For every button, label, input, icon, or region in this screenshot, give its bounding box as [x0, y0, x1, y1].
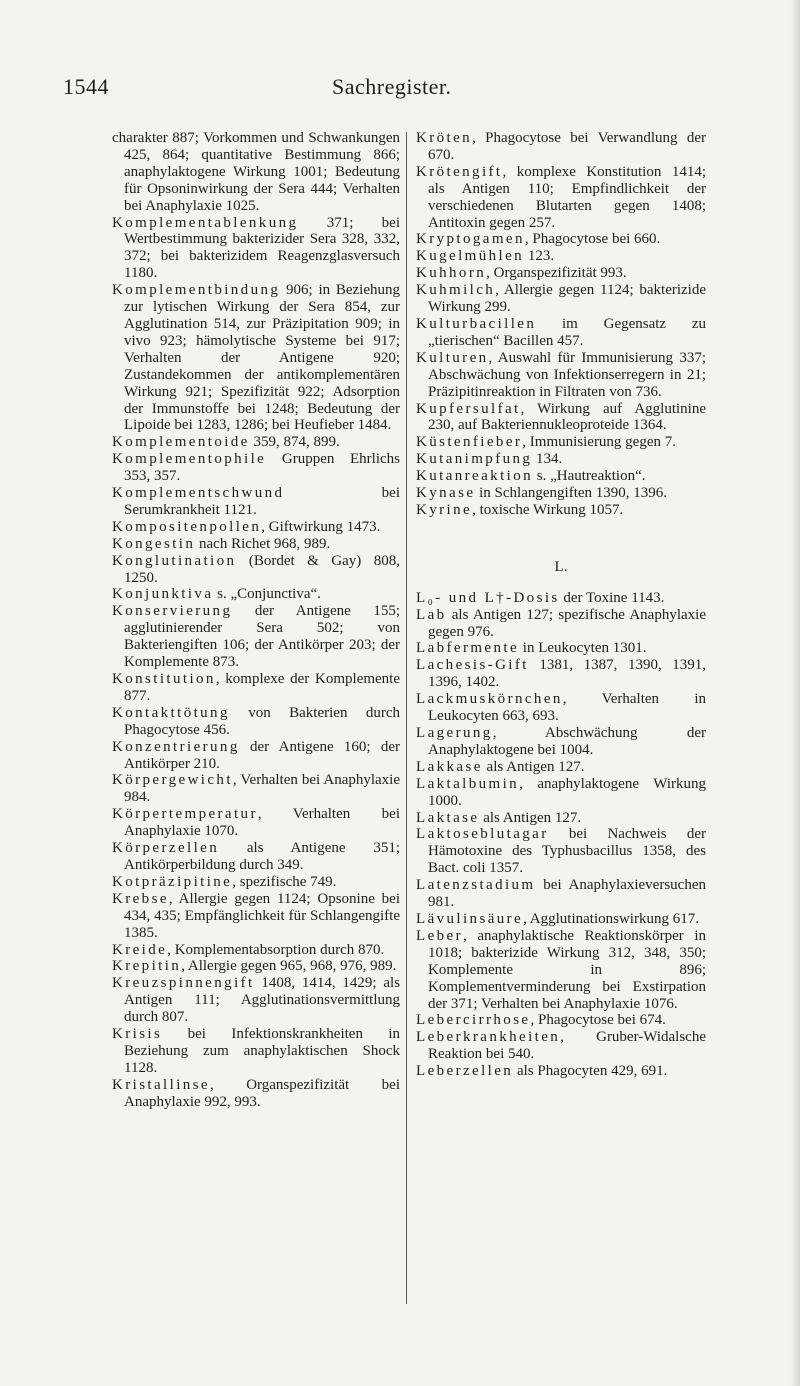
entry-term: Kuhhorn	[416, 265, 487, 282]
column-divider	[406, 132, 407, 1304]
entry-text: , Verhalten in Leukocyten 663, 693.	[428, 691, 706, 725]
entry-text: , Organspezifizität 993.	[486, 265, 627, 282]
k-entries	[416, 130, 706, 519]
entry-term: Kuhmilch	[416, 282, 496, 299]
index-entry	[416, 1012, 706, 1029]
index-entry	[416, 485, 706, 502]
entry-text: in Leukocyten 1301.	[519, 640, 647, 657]
left-column	[112, 130, 400, 1111]
entry-text: 123.	[524, 248, 555, 265]
index-entry	[112, 806, 400, 840]
entry-term: Kynase	[416, 485, 476, 502]
entry-term: Kutanreaktion	[416, 468, 534, 485]
running-head-title: Sachregister.	[332, 74, 452, 99]
index-entry	[416, 725, 706, 759]
entry-text: , Allergie gegen 965, 968, 976, 989.	[181, 958, 397, 975]
entry-term: Lebercirrhose	[416, 1012, 531, 1029]
index-entry	[112, 130, 400, 215]
entry-text: der Antigene 155; agglutinierender Sera 502; von Bakteriengiften 106; der Antikörper 203; der Komplemente 873.	[124, 603, 400, 671]
entry-term: Latenzstadium	[416, 877, 536, 894]
entry-text: , anaphylaktische Reaktionskörper in 1018; bakterizide Wirkung 312, 348, 350; Komplemente in 896; Komplementverminderung bei Exstirpation der 371; Verhalten bei Anaphylaxie 1076.	[428, 927, 706, 1012]
entry-text: , Phagocytose bei Verwandlung der 670.	[428, 130, 706, 163]
entry-term: Lab	[416, 606, 447, 623]
entry-term: Kreuzspinnengift	[112, 975, 255, 992]
index-entry	[416, 350, 706, 401]
entry-text: , Immunisierung gegen 7.	[522, 434, 677, 451]
index-entry	[416, 282, 706, 316]
index-entry	[416, 657, 706, 691]
entry-text: Gruppen Ehrlichs 353, 357.	[124, 451, 400, 485]
index-entry	[112, 891, 400, 942]
index-entry	[112, 705, 400, 739]
entry-term: Kristallinse	[112, 1076, 210, 1093]
entry-term: Kotpräzipitine	[112, 873, 233, 890]
entry-term: Lävulinsäure	[416, 910, 524, 927]
entry-text: , Gruber-Widalsche Reaktion bei 540.	[428, 1029, 706, 1063]
index-entry	[416, 776, 706, 810]
entry-term: Labfermente	[416, 640, 520, 657]
entry-text: nach Richet 968, 989.	[195, 535, 331, 552]
entry-term: Kugelmühlen	[416, 248, 525, 265]
entry-text: 1408, 1414, 1429; als Antigen 111; Agglutinationsvermittlung durch 807.	[124, 975, 400, 1026]
entry-text: , komplexe Konstitution 1414; als Antigen 110; Empfindlichkeit der verschiedenen Blutarten gegen 1408; Antitoxin gegen 257.	[428, 163, 706, 231]
index-entry	[416, 759, 706, 776]
entry-text: , Auswahl für Immunisierung 337; Abschwächung von Infektionserregern in 21; Präzipitinreaktion in Filtraten von 736.	[428, 349, 706, 400]
entry-text: s. „Conjunctiva“.	[213, 586, 321, 603]
entry-term: Kutanimpfung	[416, 451, 533, 468]
entry-term: Laktalbumin	[416, 775, 520, 792]
entry-text: , Agglutinationswirkung 617.	[523, 910, 699, 927]
entry-text: als Antigen 127; spezifische Anaphylaxie gegen 976.	[428, 606, 706, 640]
index-entry	[112, 586, 400, 603]
index-entry	[416, 810, 706, 827]
entry-text: bei Infektionskrankheiten in Beziehung zum anaphylaktischen Shock 1128.	[124, 1026, 400, 1076]
index-entry	[416, 640, 706, 657]
entry-term: Kryptogamen	[416, 231, 525, 248]
entry-text: , Phagocytose bei 674.	[530, 1012, 666, 1029]
index-entry	[416, 265, 706, 282]
entry-term: Lakkase	[416, 758, 483, 775]
entry-text: , Giftwirkung 1473.	[261, 518, 381, 535]
entry-text: 906; in Beziehung zur lytischen Wirkung der Sera 854, zur Agglutination 514, zur Präzipitation 909; in vivo 923; hämolytische Systeme bei 917; Verhalten der Antigene 920; Zustandekommen der antikomplementären Wirkung 921; Spezifizität 922; Adsorption der Immunstoffe bei 1248; Bedeutung der Lipoide bei 1283, 1286; bei Heufieber 1484.	[124, 282, 400, 434]
index-entry	[416, 691, 706, 725]
entry-term: Krisis	[112, 1026, 163, 1043]
page-number: 1544	[63, 74, 109, 99]
entry-text: , Komplementabsorption durch 870.	[167, 941, 385, 958]
entry-term: Laktoseblutagar	[416, 826, 549, 843]
index-entry	[112, 553, 400, 587]
entry-text: , Allergie gegen 1124; bakterizide Wirkung 299.	[428, 282, 706, 316]
entry-term: Kompositenpollen	[112, 518, 262, 535]
index-entry	[112, 536, 400, 553]
entry-text: als Antigene 351; Antikörperbildung durch 349.	[124, 840, 400, 873]
entry-text: , Abschwächung der Anaphylaktogene bei 1004.	[428, 725, 706, 758]
index-entry	[112, 958, 400, 975]
entry-term: Komplementophile	[112, 451, 267, 468]
index-entry	[416, 1029, 706, 1063]
entry-term: Konglutination	[112, 552, 237, 569]
entry-text: als Antigen 127.	[479, 809, 582, 826]
entry-term: L₀- und L†-Dosis	[416, 589, 560, 606]
index-entry	[112, 282, 400, 434]
entry-text: , Organspezifizität bei Anaphylaxie 992, 993.	[124, 1076, 400, 1110]
index-entry	[112, 874, 400, 891]
entry-term: Leberkrankheiten	[416, 1029, 561, 1046]
entry-text: im Gegensatz zu „tierischen“ Bacillen 457.	[428, 315, 706, 349]
entry-term: Kupfersulfat	[416, 400, 521, 417]
entry-term: Komplementablenkung	[112, 214, 299, 231]
entry-term: Laktase	[416, 809, 480, 826]
entry-text: , Verhalten bei Anaphylaxie 984.	[124, 772, 400, 806]
entry-term: Lackmuskörnchen	[416, 691, 563, 708]
entry-text: , komplexe der Komplemente 877.	[124, 671, 400, 704]
entry-term: Komplementschwund	[112, 485, 285, 502]
entry-text: bei Nachweis der Hämotoxine des Typhusbacillus 1358, des Bact. coli 1357.	[428, 826, 706, 877]
entry-term: Lagerung	[416, 725, 493, 741]
entry-term: Komplementoide	[112, 434, 250, 451]
entry-term: Kulturen	[416, 349, 489, 366]
entry-term: Kyrine	[416, 501, 473, 518]
index-entry	[112, 772, 400, 806]
entry-text: , spezifische 749.	[232, 873, 337, 890]
entry-text: in Schlangengiften 1390, 1396.	[475, 485, 668, 502]
entry-text: 1381, 1387, 1390, 1391, 1396, 1402.	[428, 657, 706, 691]
index-entry	[416, 928, 706, 1013]
index-entry	[416, 434, 706, 451]
entry-term: Konjunktiva	[112, 586, 214, 603]
index-entry	[112, 840, 400, 874]
entry-term: Kreide	[112, 941, 168, 958]
index-entry	[416, 502, 706, 519]
index-entry	[112, 434, 400, 451]
index-entry	[416, 1063, 706, 1080]
entry-term: Körpergewicht	[112, 772, 233, 789]
entry-text: , Phagocytose bei 660.	[524, 231, 661, 248]
entry-term: Krepitin	[112, 958, 182, 975]
index-entry	[112, 739, 400, 773]
entry-term: Lachesis-Gift	[416, 657, 529, 674]
entry-text: von Bakterien durch Phagocytose 456.	[124, 704, 400, 738]
index-entry	[112, 603, 400, 671]
page-edge-shadow	[790, 0, 800, 1386]
entry-term: Kontakttötung	[112, 704, 230, 721]
index-entry	[112, 451, 400, 485]
index-entry	[112, 942, 400, 959]
entry-term: Konservierung	[112, 603, 233, 620]
index-entry	[416, 401, 706, 435]
entry-text: charakter 887; Vorkommen und Schwankungen 425, 864; quantitative Bestimmung 866; anaphylaktogene Wirkung 1001; Bedeutung für Opsoninwirkung der Sera 444; Verhalten bei Anaphylaxie 1025.	[112, 130, 400, 214]
entry-text: bei Anaphylaxieversuchen 981.	[428, 877, 706, 911]
entry-text: als Phagocyten 429, 691.	[513, 1063, 668, 1080]
l-entries	[416, 590, 706, 1080]
index-entry	[416, 248, 706, 265]
index-entry	[416, 316, 706, 350]
entry-term: Küstenfieber	[416, 434, 523, 451]
entry-text: s. „Hautreaktion“.	[533, 468, 646, 485]
entry-text: 359, 874, 899.	[249, 434, 340, 451]
index-entry	[416, 911, 706, 928]
entry-term: Leberzellen	[416, 1063, 514, 1080]
index-entry	[416, 607, 706, 641]
entry-term: Komplementbindung	[112, 282, 281, 299]
index-entry	[112, 519, 400, 536]
entry-term: Kulturbacillen	[416, 315, 537, 332]
entry-term: Kröten	[416, 130, 473, 146]
entry-text: , anaphylaktogene Wirkung 1000.	[428, 775, 706, 809]
entry-text: (Bordet & Gay) 808, 1250.	[124, 552, 400, 586]
index-entry	[112, 671, 400, 705]
section-letter-l: L.	[554, 558, 568, 575]
index-entry	[112, 485, 400, 519]
index-entry	[112, 215, 400, 283]
entry-text: , Wirkung auf Agglutinine 230, auf Bakteriennukleoproteide 1364.	[428, 400, 706, 434]
index-entry	[416, 468, 706, 485]
index-entry	[416, 130, 706, 164]
index-entry	[112, 1026, 400, 1077]
entry-term: Konstitution	[112, 671, 216, 687]
index-entry	[416, 826, 706, 877]
entry-term: Leber	[416, 927, 463, 944]
entry-text: 371; bei Wertbestimmung bakterizider Sera 328, 332, 372; bei bakterizidem Reagenzglasversuch 1180.	[124, 214, 400, 282]
entry-term: Krötengift	[416, 163, 503, 180]
entry-text: 134.	[532, 451, 563, 468]
entry-term: Körpertemperatur	[112, 806, 258, 823]
index-entry	[416, 231, 706, 248]
entry-text: , toxische Wirkung 1057.	[472, 501, 624, 518]
entry-term: Krebse	[112, 890, 169, 907]
entry-text: der Antigene 160; der Antikörper 210.	[124, 738, 400, 772]
entry-text: bei Serumkrankheit 1121.	[124, 485, 400, 518]
index-entry	[112, 1077, 400, 1111]
right-column	[416, 130, 706, 1080]
index-entry	[416, 590, 706, 607]
entry-term: Konzentrierung	[112, 738, 240, 755]
entry-text: der Toxine 1143.	[559, 589, 665, 606]
entry-text: als Antigen 127.	[482, 758, 585, 775]
entry-term: Körperzellen	[112, 840, 220, 857]
entry-text: , Verhalten bei Anaphylaxie 1070.	[124, 806, 400, 840]
index-entry	[416, 877, 706, 911]
index-entry	[416, 451, 706, 468]
index-entry	[416, 164, 706, 232]
entry-term: Kongestin	[112, 535, 196, 552]
index-entry	[112, 975, 400, 1026]
entry-text: , Allergie gegen 1124; Opsonine bei 434, 435; Empfänglichkeit für Schlangengifte 1385.	[124, 890, 400, 941]
